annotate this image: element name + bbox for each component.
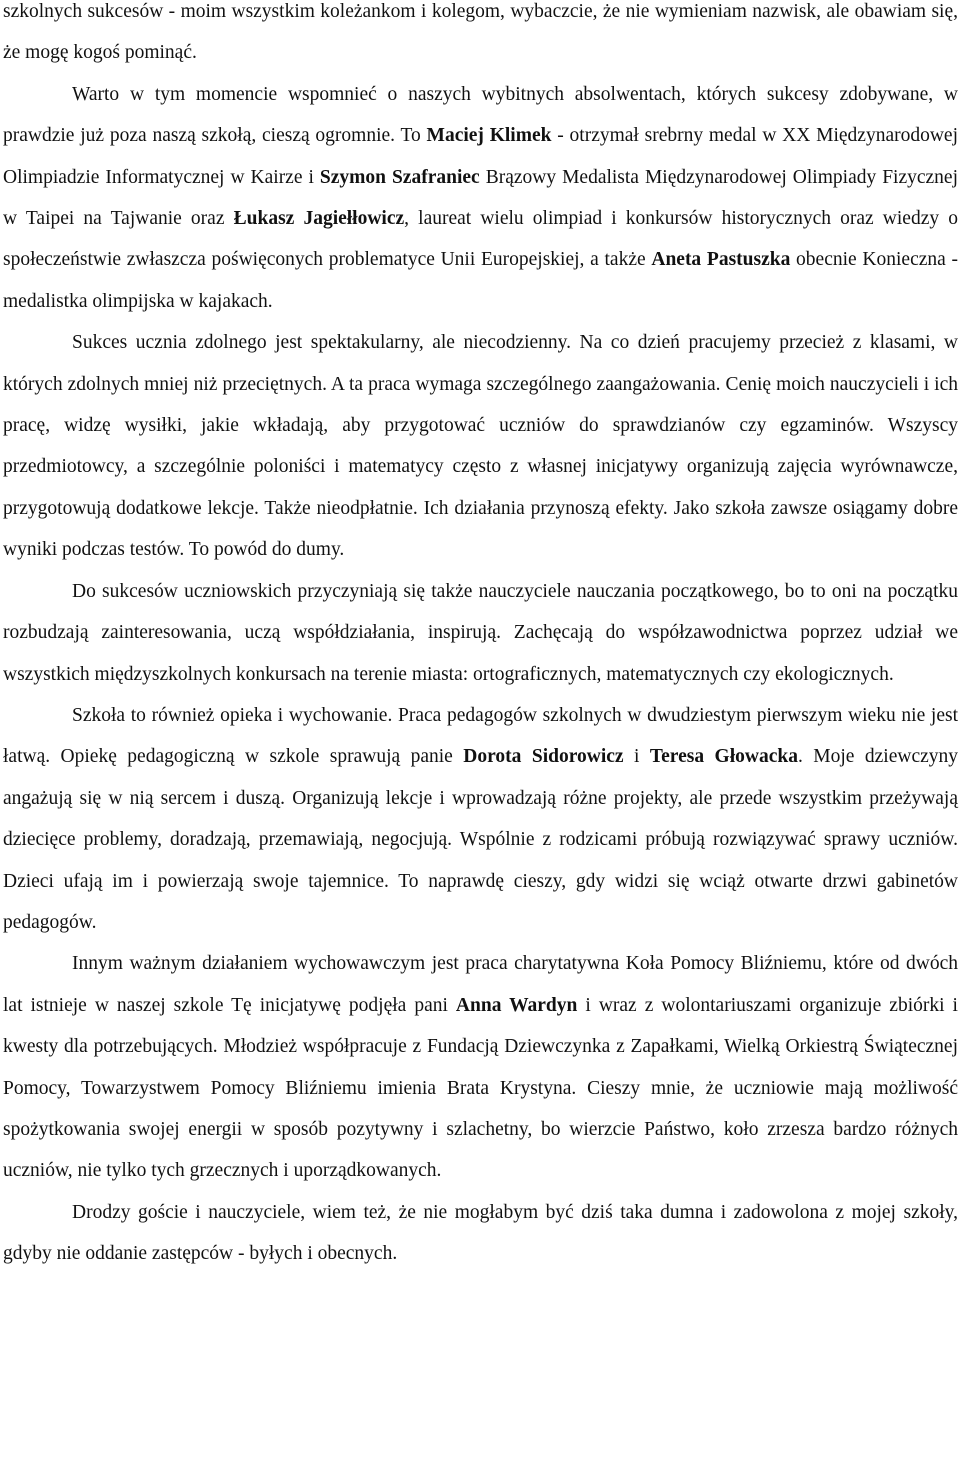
text-run: obecnie Konieczna - medalistka olimpijska w kajakach. <box>3 249 958 312</box>
paragraph-4 <box>3 571 958 695</box>
text-run: Drodzy goście i nauczyciele, wiem też, że nie mogłabym być dziś taka dumna i zadowolona z mojej szkoły, gdyby nie oddanie zastępców - byłych i obecnych. <box>3 1201 958 1265</box>
document-page <box>3 0 958 1275</box>
paragraph-7 <box>3 1192 958 1275</box>
text-run: szkolnych sukcesów - moim wszystkim koleżankom i kolegom, wybaczcie, że nie wymieniam nazwisk, ale obawiam się, że mogę kogoś pominąć. <box>3 1 958 64</box>
bold-name: Anna Wardyn <box>455 994 578 1016</box>
text-run: Warto w tym momencie wspomnieć o naszych wybitnych absolwentach, których sukcesy zdobywane, w prawdzie już poza naszą szkołą, cieszą ogromnie. To <box>3 83 958 147</box>
text-run: i wraz z wolontariuszami organizuje zbiórki i kwesty dla potrzebujących. Młodzież współpracuje z Fundacją Dziewczynka z Zapałkami, Wielką Orkiestrą Świątecznej Pomocy, Towarzystwem Pomocy Bliźniemu imienia Brata Krystyna. Cieszy mnie, że uczniowie mają możliwość spożytkowania swojej energii w sposób pozytywny i szlachetny, bo wierzcie Państwo, koło zrzesza bardzo różnych uczniów, nie tylko tych grzecznych i uporządkowanych. <box>3 994 958 1182</box>
bold-name: Aneta Pastuszka <box>651 249 791 271</box>
text-run: Do sukcesów uczniowskich przyczyniają się także nauczyciele nauczania początkowego, bo to oni na początku rozbudzają zainteresowania, uczą współdziałania, inspirują. Zachęcają do współzawodnictwa poprzez udział we wszystkich międzyszkolnych konkursach na terenie miasta: ortograficznych, matematycznych czy ekologicznych. <box>3 580 958 685</box>
bold-name: Teresa Głowacka <box>649 746 798 768</box>
text-run: - otrzymał srebrny medal w XX Międzynarodowej Olimpiadzie Informatycznej w Kairze i <box>3 125 959 188</box>
text-run: , laureat wielu olimpiad i konkursów historycznych oraz wiedzy o społeczeństwie zwłaszcza poświęconych problematyce Unii Europejskiej, a także <box>3 208 958 271</box>
paragraph-6 <box>3 943 958 1191</box>
text-run: Innym ważnym działaniem wychowawczym jest praca charytatywna Koła Pomocy Bliźniemu, które od dwóch lat istnieje w naszej szkole Tę inicjatywę podjęła pani <box>3 953 958 1016</box>
text-run: Szkoła to również opieka i wychowanie. Praca pedagogów szkolnych w dwudziestym pierwszym wieku nie jest łatwą. Opiekę pedagogiczną w szkole sprawują panie <box>3 704 958 768</box>
bold-name: Maciej Klimek <box>426 125 552 147</box>
bold-name: Łukasz Jagiełłowicz <box>233 208 405 230</box>
text-run: i <box>623 746 650 768</box>
paragraph-5 <box>3 695 958 943</box>
bold-name: Szymon Szafraniec <box>319 166 480 188</box>
text-run: . Moje dziewczyny angażują się w nią sercem i duszą. Organizują lekcje i wprowadzają różne projekty, ale przede wszystkim przeżywają dziecięce problemy, doradzają, przemawiają, negocjują. Wspólnie z rodzicami próbują rozwiązywać sprawy uczniów. Dzieci ufają im i powierzają swoje tajemnice. To naprawdę cieszy, gdy widzi się wciąż otwarte drzwi gabinetów pedagogów. <box>3 746 959 933</box>
text-run: Brązowy Medalista Międzynarodowej Olimpiady Fizycznej w Taipei na Tajwanie oraz <box>3 166 959 230</box>
paragraph-1 <box>3 0 958 74</box>
text-run: Sukces ucznia zdolnego jest spektakularny, ale niecodzienny. Na co dzień pracujemy przecież z klasami, w których zdolnych mniej niż przeciętnych. A ta praca wymaga szczególnego zaangażowania. Cenię moich nauczycieli i ich pracę, widzę wysiłki, jakie wkładają, aby przygotować uczniów do sprawdzianów czy egzaminów. Wszyscy przedmiotowcy, a szczególnie poloniści i matematycy często z własnej inicjatywy organizują zajęcia wyrównawcze, przygotowują dodatkowe lekcje. Także nieodpłatnie. Ich działania przynoszą efekty. Jako szkoła zawsze osiągamy dobre wyniki podczas testów. To powód do dumy. <box>3 332 958 561</box>
paragraph-2 <box>3 74 958 322</box>
paragraph-3 <box>3 322 958 570</box>
bold-name: Dorota Sidorowicz <box>463 746 624 768</box>
